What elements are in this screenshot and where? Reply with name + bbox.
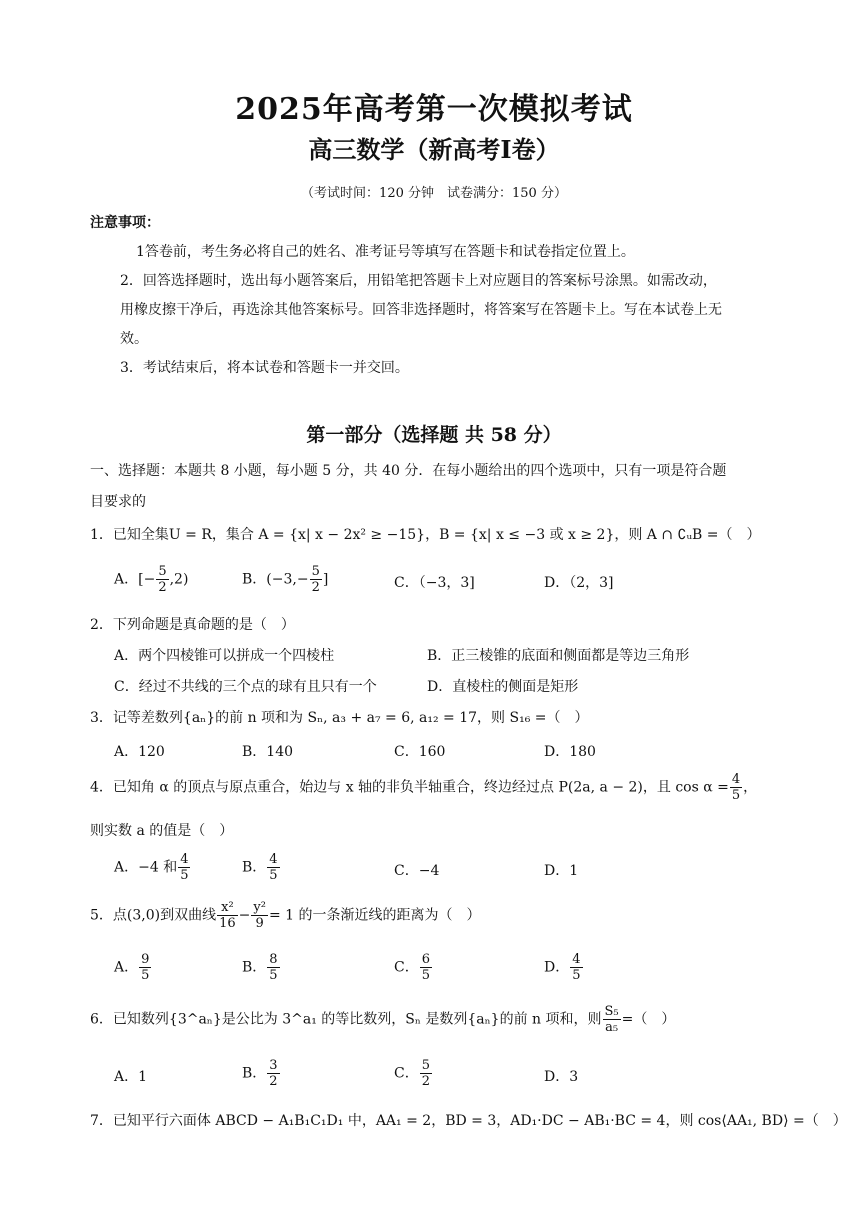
- question-5-option-c: C． $\frac{6}{5}$: [394, 952, 430, 983]
- fraction: $\frac{6}{5}$: [421, 952, 430, 983]
- section-instruction-line1: 一、选择题：本题共 8 小题，每小题 5 分，共 40 分．在每小题给出的四个选项中，只有一项是符合题: [90, 463, 727, 479]
- question-3-option-d: D．180: [544, 744, 596, 760]
- question-6-option-a: A．1: [114, 1069, 148, 1085]
- fraction: $\frac{9}{5}$: [141, 952, 150, 983]
- question-2-option-a: A．两个四棱锥可以拼成一个四棱柱: [114, 648, 335, 664]
- fraction: $\frac{8}{5}$: [269, 952, 278, 983]
- question-5-stem: 5．点(3,0)到双曲线 $\frac{\text{x²}}{16}$ − $\frac{\text{y²}}{9}$ = 1 的一条渐近线的距离为（ ）: [90, 900, 481, 931]
- notes-heading: 注意事项：: [90, 215, 160, 231]
- fraction: $\frac{3}{2}$: [269, 1058, 278, 1089]
- fraction: $\frac{\text{y²}}{9}$: [253, 900, 266, 931]
- question-1-option-d: D．（2，3]: [544, 575, 614, 591]
- question-5-option-b: B． $\frac{8}{5}$: [242, 952, 278, 983]
- question-2-stem: 2．下列命题是真命题的是（ ）: [90, 617, 295, 633]
- exam-title: 2025年高考第一次模拟考试: [235, 92, 633, 127]
- exam-subtitle: 高三数学（新高考I卷）: [308, 135, 560, 164]
- question-2-option-b: B．正三棱锥的底面和侧面都是等边三角形: [427, 648, 690, 664]
- question-1-option-b: B．(−3,− $\frac{5}{2}$ ]: [242, 564, 329, 595]
- note-item-3: 3．考试结束后，将本试卷和答题卡一并交回。: [120, 360, 409, 376]
- question-5-option-d: D． $\frac{4}{5}$: [544, 952, 581, 983]
- question-1-option-c: C．（−3，3]: [394, 575, 475, 591]
- question-3-option-c: C．160: [394, 744, 446, 760]
- question-4-stem-line2: 则实数 a 的值是（ ）: [90, 823, 234, 839]
- question-6-option-c: C． $\frac{5}{2}$: [394, 1058, 430, 1089]
- question-3-stem: 3．记等差数列{aₙ}的前 n 项和为 Sₙ, a₃ + a₇ = 6, a₁₂ = 17，则 S₁₆ =（ ）: [90, 710, 589, 726]
- fraction: $\frac{4}{5}$: [180, 852, 189, 883]
- question-6-option-d: D．3: [544, 1069, 579, 1085]
- note-item-2-end: 效。: [120, 331, 148, 347]
- question-3-option-b: B．140: [242, 744, 294, 760]
- question-2-option-d: D．直棱柱的侧面是矩形: [427, 679, 579, 695]
- question-4-option-b: B． $\frac{4}{5}$: [242, 852, 278, 883]
- question-4-option-d: D．1: [544, 863, 579, 879]
- fraction: $\frac{5}{2}$: [311, 564, 320, 595]
- question-7-stem: 7．已知平行六面体 ABCD − A₁B₁C₁D₁ 中，AA₁ = 2，BD = 3，AD₁·DC − AB₁·BC = 4，则 cos⟨AA₁, BD⟩ =（ ）: [90, 1113, 847, 1129]
- note-item-1: 1答卷前，考生务必将自己的姓名、准考证号等填写在答题卡和试卷指定位置上。: [136, 244, 635, 260]
- fraction: $\frac{4}{5}$: [269, 852, 278, 883]
- note-item-2: 2．回答选择题时，选出每小题答案后，用铅笔把答题卡上对应题目的答案标号涂黑。如需改动，: [120, 273, 717, 289]
- question-6-option-b: B． $\frac{3}{2}$: [242, 1058, 278, 1089]
- section-instruction-line2: 目要求的: [90, 494, 146, 510]
- question-4-option-c: C．−4: [394, 863, 440, 879]
- fraction: $\frac{4}{5}$: [731, 772, 741, 803]
- fraction: $\frac{\text{x²}}{16}$: [219, 900, 236, 931]
- part-title: 第一部分（选择题 共 58 分）: [306, 424, 562, 446]
- fraction: $\frac{5}{2}$: [421, 1058, 430, 1089]
- question-2-option-c: C．经过不共线的三个点的球有且只有一个: [114, 679, 377, 695]
- note-item-2-cont: 用橡皮擦干净后，再选涂其他答案标号。回答非选择题时，将答案写在答题卡上。写在本试卷上无: [120, 302, 722, 318]
- fraction: $\frac{5}{2}$: [158, 564, 167, 595]
- fraction: $\frac{\text{S₅}}{\text{a₅}}$: [604, 1004, 619, 1035]
- question-1-option-a: A．[− $\frac{5}{2}$ ,2): [114, 564, 189, 595]
- question-4-stem: 4．已知角 α 的顶点与原点重合，始边与 x 轴的非负半轴重合，终边经过点 P(2a, a − 2)，且 cos α = $\frac{4}{5}$ ，: [90, 772, 758, 803]
- question-4-option-a: A．−4 和 $\frac{4}{5}$: [114, 852, 189, 883]
- question-3-option-a: A．120: [114, 744, 165, 760]
- question-1-stem: 1．已知全集U = R，集合 A = {x| x − 2x² ≥ −15}，B = {x| x ≤ −3 或 x ≥ 2}，则 A ∩ ∁ᵤB =（ ）: [90, 527, 761, 543]
- fraction: $\frac{4}{5}$: [572, 952, 581, 983]
- question-6-stem: 6．已知数列{3^aₙ}是公比为 3^a₁ 的等比数列，Sₙ 是数列{aₙ}的前 n 项和，则 $\frac{\text{S₅}}{\text{a₅}}$ =（ ）: [90, 1004, 676, 1035]
- exam-time-info: （考试时间：120 分钟 试卷满分：150 分）: [301, 186, 567, 201]
- question-5-option-a: A． $\frac{9}{5}$: [114, 952, 150, 983]
